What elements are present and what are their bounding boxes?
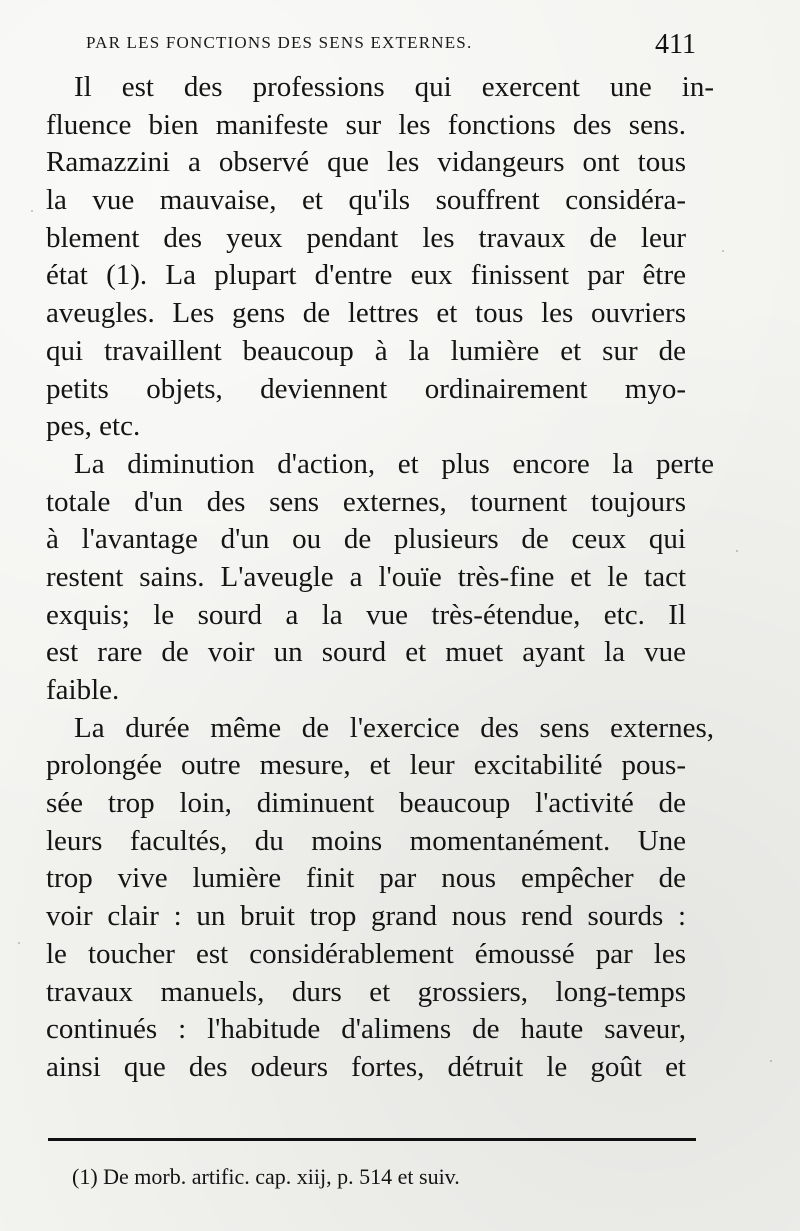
text-line	[46, 785, 696, 823]
text-line-content: voir clair : un bruit trop grand nous rend sourds :	[46, 900, 686, 933]
text-line-content: restent sains. L'aveugle a l'ouïe très-fine et le tact	[46, 560, 686, 593]
text-line-content: La diminution d'action, et plus encore la perte	[74, 447, 714, 480]
text-line	[46, 257, 696, 295]
text-line-content: Il est des professions qui exercent une in-	[74, 71, 714, 103]
text-line	[46, 295, 696, 333]
text-line	[46, 521, 696, 559]
text-line	[46, 107, 696, 145]
text-line-content: Ramazzini a observé que les vidangeurs ont tous	[46, 146, 686, 179]
text-line-content: état (1). La plupart d'entre eux finissent par être	[46, 259, 686, 292]
text-line-content: ainsi que des odeurs fortes, détruit le goût et	[46, 1050, 686, 1083]
paper-speck	[722, 250, 724, 252]
text-line-content: travaux manuels, durs et grossiers, long-temps	[46, 975, 686, 1008]
text-line-content: à l'avantage d'un ou de plusieurs de ceux qui	[46, 523, 686, 556]
text-line	[46, 408, 696, 446]
text-line-content: totale d'un des sens externes, tournent toujours	[46, 485, 686, 518]
text-line	[46, 1011, 696, 1049]
text-line-content: est rare de voir un sourd et muet ayant la vue	[46, 636, 686, 669]
text-line-content: faible.	[46, 674, 120, 706]
paper-speck	[736, 550, 738, 552]
text-line-content: exquis; le sourd a la vue très-étendue, etc. Il	[46, 598, 686, 631]
text-line-content: continués : l'habitude d'alimens de haute saveur,	[46, 1013, 686, 1046]
text-line	[46, 446, 714, 484]
text-line	[46, 371, 696, 409]
text-line-content: trop vive lumière finit par nous empêcher de	[46, 862, 686, 895]
text-line	[46, 710, 714, 748]
text-line-content: aveugles. Les gens de lettres et tous les ouvriers	[46, 297, 686, 330]
text-line-content: prolongée outre mesure, et leur excitabilité pous-	[46, 749, 686, 782]
footnote-rule	[48, 1138, 696, 1141]
text-line-content: La durée même de l'exercice des sens externes,	[74, 711, 714, 744]
text-line-content: sée trop loin, diminuent beaucoup l'activité de	[46, 787, 686, 820]
paper-speck	[770, 1060, 772, 1062]
text-line-content: qui travaillent beaucoup à la lumière et sur de	[46, 334, 686, 367]
footnote: (1) De morb. artific. cap. xiij, p. 514 et suiv.	[72, 1164, 460, 1189]
text-line-content: leurs facultés, du moins momentanément. Une	[46, 824, 686, 857]
text-line-content: petits objets, deviennent ordinairement myo-	[46, 372, 686, 405]
text-line	[46, 898, 696, 936]
text-line	[46, 597, 696, 635]
text-line	[46, 333, 696, 371]
body-text	[46, 69, 714, 1087]
text-line-content: pes, etc.	[46, 410, 141, 443]
text-line-content: blement des yeux pendant les travaux de leur	[46, 221, 686, 254]
text-line	[46, 823, 696, 861]
text-line	[46, 220, 696, 258]
text-line	[46, 484, 696, 522]
text-line	[46, 559, 696, 597]
text-line-content: fluence bien manifeste sur les fonctions des sens.	[46, 108, 686, 141]
running-title: PAR LES FONCTIONS DES SENS EXTERNES.	[86, 33, 473, 52]
text-line	[46, 860, 696, 898]
text-line	[46, 144, 696, 182]
text-line	[46, 974, 696, 1012]
text-line-content: la vue mauvaise, et qu'ils souffrent considéra-	[46, 184, 686, 217]
text-line-content: le toucher est considérablement émoussé par les	[46, 937, 686, 970]
text-line	[46, 936, 696, 974]
page-number: 411	[655, 29, 696, 60]
text-line	[46, 634, 696, 672]
text-line	[46, 1049, 696, 1087]
text-line	[46, 747, 696, 785]
paper-speck	[31, 210, 33, 212]
text-line	[46, 182, 696, 220]
paper-speck	[18, 942, 20, 944]
text-line	[46, 69, 714, 107]
text-line	[46, 672, 696, 710]
